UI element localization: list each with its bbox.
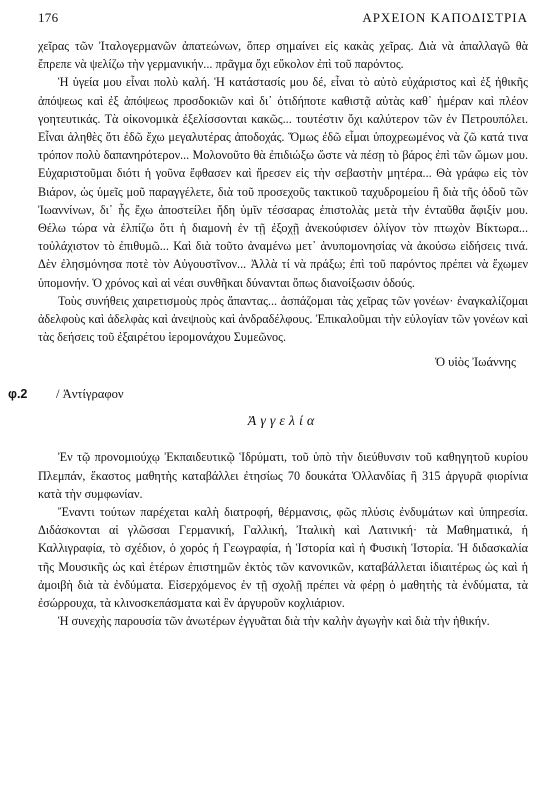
document-paragraph: Ἡ συνεχὴς παρουσία τῶν ἀνωτέρων ἐγγυᾶται διὰ τὴν καλὴν ἀγωγὴν καὶ διὰ τὴν ἠθικήν.: [58, 614, 490, 629]
letter-paragraph: Τοὺς συνήθεις χαιρετισμοὺς πρὸς ἅπαντας... ἀσπάζομαι τὰς χεῖρας τῶν γονέων· ἐναγκαλίζομαι ἀδελφοὺς καὶ ἀδελφὰς καὶ ἀνεψιοὺς καὶ ἀνδραδέλφους. Ἐπικαλοῦμαι τὴν εὐλογίαν τῶν γονέων καὶ τὰς δεήσεις τοῦ ἐξαιρέτου ἱερομονάχου Συμεῶνος.: [38, 293, 528, 345]
page-number: 176: [38, 10, 59, 25]
letter-signature: Ὁ υἱὸς Ἰωάννης: [435, 355, 516, 370]
document-number: φ.2: [8, 387, 28, 402]
document-type: / Ἀντίγραφον: [56, 387, 124, 402]
letter-paragraph: Ἡ ὑγεία μου εἶναι πολὺ καλή. Ἡ κατάστασίς μου δέ, εἶναι τὸ αὐτὸ εὐχάριστος καὶ ἐξ ἠθικῆς ἀπόψεως καὶ ἐξ ἀπόψεως προσδοκιῶν καὶ δι᾽ ὁτιδήποτε καθιστᾷ αὐτὰς καθ᾽ ἡμέραν καὶ πλέον γοητευτικάς. Τὰ οἰκονομικὰ ἐξελίσσονται κακῶς... τουτέστιν ὄχι καλύτερον τῶν ἐν Πετρουπόλει. Εἶναι ἀληθὲς ὅτι ἐδῶ ἔχω μεγαλυτέρας ἀποδοχάς. Ὅμως ἐδῶ εἶμαι ὑποχρεωμένος νὰ ζῶ κατά τινα τρόπον πολὺ δαπανηρότερον... Μολονοῦτο θὰ ἐπιδιώξω ὥστε νὰ πέσῃ τὸ βάρος ἐπὶ τῶν ὤμων μου. Εὐχαριστοῦμαι διότι ἡ γοῦνα ἔφθασεν καὶ ἤρεσεν εἰς τὴν σεβαστὴν μητέρα... Θὰ γράφω εἰς τὸν Βιάρον, ὡς ὑμεῖς μοῦ παραγγέλετε, διὰ τοῦ προσεχοῦς τακτικοῦ ταχυδρομείου ἢ διὰ τῆς ὁδοῦ τῶν Ἰωαννίνων, δι᾽ ἧς ἔχω ἀποστείλει ἤδη ὑμῖν τέσσαρας ἐπιστολὰς μετὰ τὴν ἐνταῦθα ἄφιξίν μου. Θέλω τώρα νὰ ἐλπίζω ὅτι ἡ διαμονὴ ἐν τῇ ἐξοχῇ ἀνεκούφισεν ὀλίγον τὸν πτωχὸν Βίκτωρα... τοὐλάχιστον τὸ ἐπιθυμῶ... Καὶ διὰ τοῦτο ἀναμένω μετ᾽ ἀνυπομονησίας νὰ ἀκούσω εἰδήσεις τινά. Δὲν ἐλησμόνησα ποτὲ τὸν Αὐγουστῖνον... Ἀλλὰ τί νὰ πράξω; ἐπὶ τοῦ παρόντος πρέπει νὰ ἔχωμεν ὑπομονήν. Ὁ χρόνος καὶ αἱ νέαι συνθῆκαι δύνανται ὅπως διανοίξωσιν ὁδούς.: [38, 75, 528, 290]
document-paragraph: Ἐν τῷ προνομιούχῳ Ἐκπαιδευτικῷ Ἱδρύματι, τοῦ ὑπὸ τὴν διεύθυνσιν τοῦ καθηγητοῦ κυρίου Πλεμπάν, ἕκαστος μαθητὴς καταβάλλει ἐτησίως 70 δουκάτα Ὁλλανδίας ἢ 315 ἀργυρᾶ φιορίνια κατὰ τὴν συμφωνίαν.: [38, 450, 528, 501]
document-title: Ἀγγελία: [247, 414, 319, 430]
running-title: ΑΡΧΕΙΟΝ ΚΑΠΟΔΙΣΤΡΙΑ: [362, 10, 528, 25]
page-header: [38, 10, 528, 28]
letter-paragraph: χεῖρας τῶν Ἰταλογερμανῶν ἀπατεώνων, ὅπερ σημαίνει εἰς κακὰς χεῖρας. Διὰ νὰ ἀπαλλαγῶ θὰ ἔπρεπε νὰ ψελίζω τὴν γερμανικήν... πρᾶγμα ὄχι εὔκολον ἐπὶ τοῦ παρόντος.: [38, 39, 528, 72]
document-paragraph: Ἔναντι τούτων παρέχεται καλὴ διατροφή, θέρμανσις, φῶς πλύσις ἐνδυμάτων καὶ ὑπηρεσία. Διδάσκονται αἱ γλῶσσαι Γερμανική, Γαλλική, Ἰταλικὴ καὶ Λατινική· τὰ Μαθηματικά, ἡ Καλλιγραφία, τὸ σχέδιον, ὁ χορός ἡ Γεωγραφία, ἡ Ἱστορία καὶ ἡ Φυσικὴ Ἱστορία. Ἡ διδασκαλία τῆς Μουσικῆς ὡς καὶ ἑτέρων ἐπιστημῶν ἐκτὸς τῶν κανονικῶν, καταβάλλεται ἰδιαιτέρως ὡς καὶ ἡ ἀμοιβὴ διὰ τὰ ἐνδύματα. Εἰσερχόμενος ἐν τῇ σχολῇ πρέπει νὰ φέρῃ ὁ μαθητὴς τὰ ἐνδύματα, τὰ ἐσώρρουχα, τὰ κλινοσκεπάσματα καὶ ἓν ἀργυροῦν κοχλιάριον.: [38, 505, 528, 611]
body-text: [8, 37, 528, 630]
document-heading: [8, 387, 528, 407]
